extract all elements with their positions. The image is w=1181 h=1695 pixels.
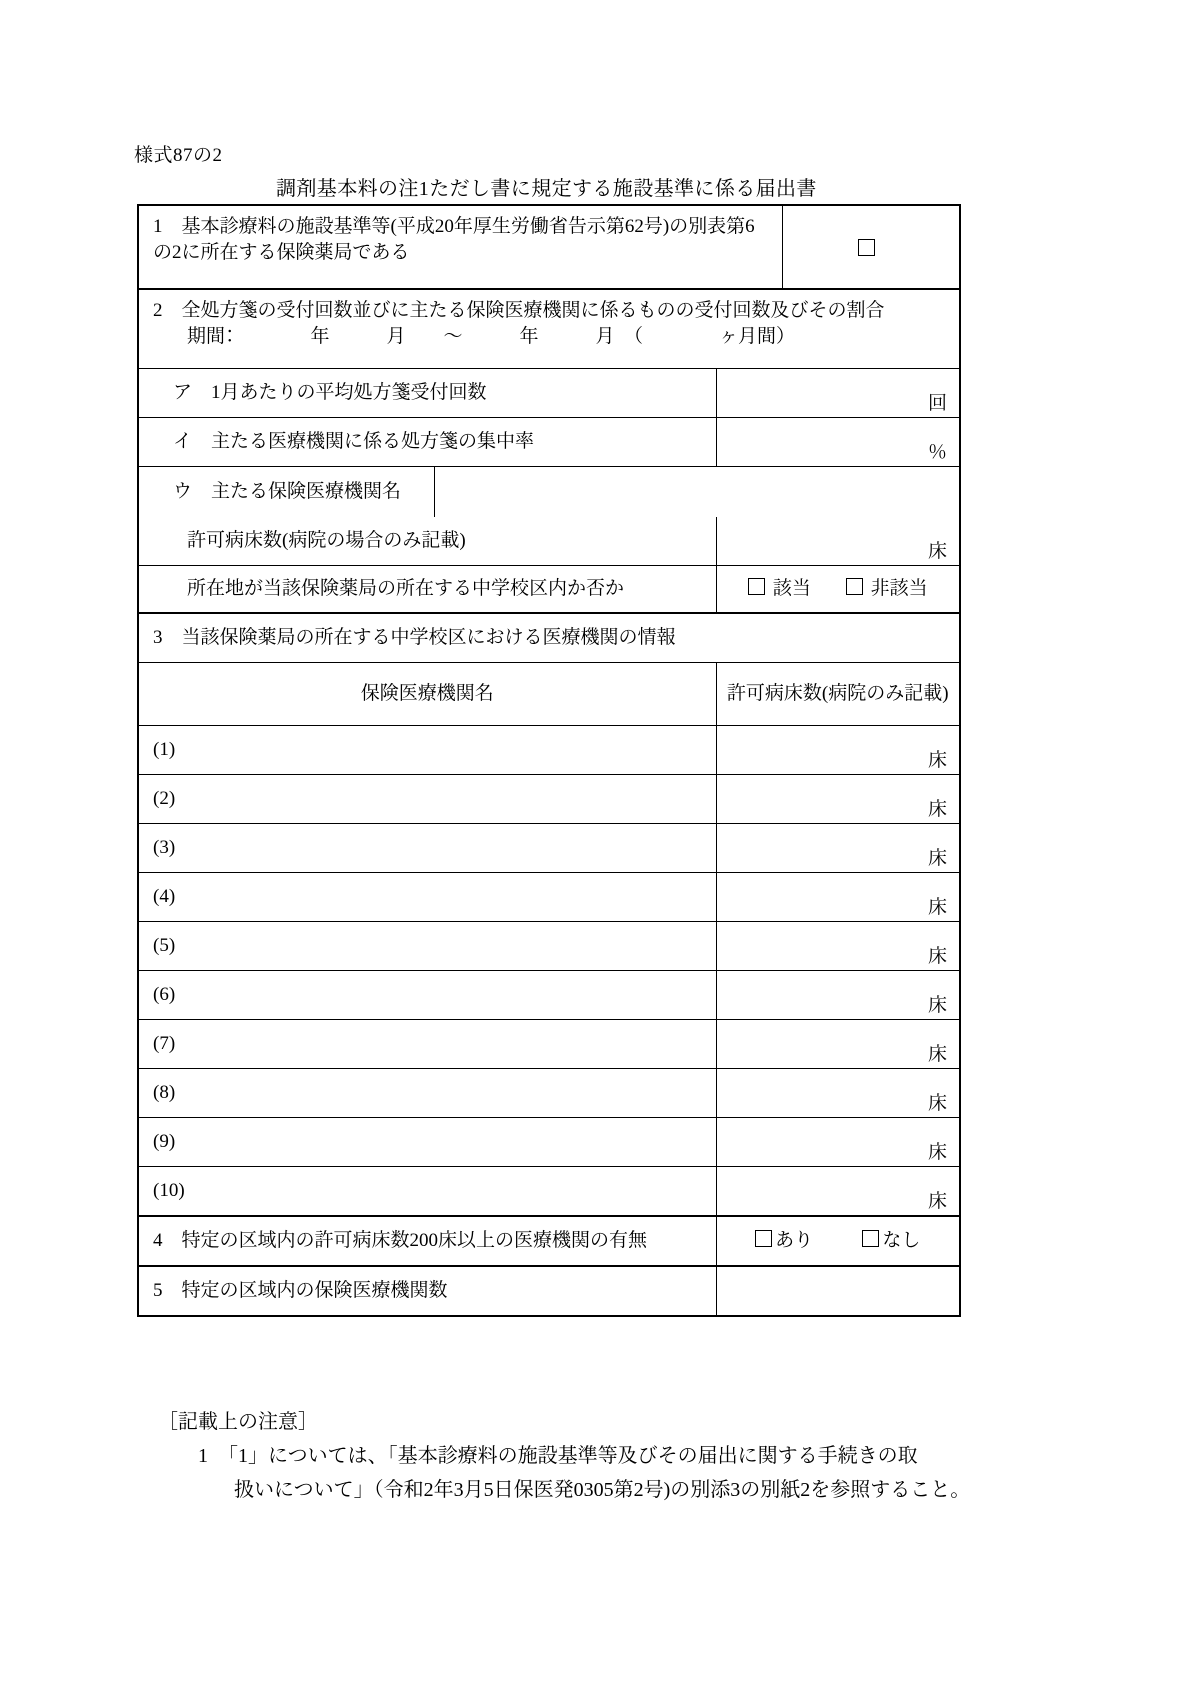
row-beds-unit: 床 (927, 1191, 947, 1212)
row-name-cell[interactable] (138, 775, 716, 824)
row-beds-cell[interactable] (716, 1118, 960, 1167)
row-beds-cell[interactable] (716, 1069, 960, 1118)
district-yes-label: 該当 (772, 578, 811, 600)
section1-line2: の2に所在する保険薬局である (153, 241, 410, 263)
section4-label: 4 特定の区域内の許可病床数200床以上の医療機関の有無 (153, 1230, 648, 1252)
section5-row (138, 1266, 960, 1316)
col-header-name: 保険医療機関名 (360, 682, 494, 704)
section2-header-cell (138, 289, 960, 369)
row-u-cell (138, 467, 960, 518)
row-i-unit: ％ (927, 442, 947, 463)
col-header-beds: 許可病床数(病院のみ記載) (726, 682, 949, 704)
section4-yes-checkbox[interactable] (755, 1230, 772, 1247)
table-row (138, 1020, 960, 1069)
row-name-cell[interactable] (138, 1167, 716, 1217)
row-beds-cell[interactable] (716, 1020, 960, 1069)
row-name-cell[interactable] (138, 1069, 716, 1118)
section4-no-label: なし (882, 1230, 921, 1252)
notes-heading: ［記載上の注意］ (158, 1411, 318, 1433)
section4-options-cell[interactable] (716, 1216, 960, 1266)
section1-checkbox-cell[interactable] (782, 205, 960, 289)
row-beds-unit: 床 (927, 995, 947, 1016)
row-number: (2) (153, 788, 176, 810)
row-name-cell[interactable] (138, 1118, 716, 1167)
section1-row (138, 205, 960, 289)
row-name-cell[interactable] (138, 873, 716, 922)
row-a-value-cell[interactable] (716, 369, 960, 418)
notes-item1-line2: 扱いについて」（令和2年3月5日保医発0305第2号)の別添3の別紙2を参照すること。 (234, 1479, 971, 1501)
district-label: 所在地が当該保険薬局の所在する中学校区内か否か (187, 578, 625, 600)
table-row (138, 726, 960, 775)
section5-label-cell (138, 1266, 716, 1316)
section5-value-cell[interactable] (716, 1266, 960, 1316)
district-option-no[interactable] (846, 576, 928, 602)
row-beds-cell[interactable] (716, 922, 960, 971)
section3-title-cell (138, 613, 960, 663)
row-beds-unit: 床 (927, 1044, 947, 1065)
beds-value-cell[interactable] (716, 517, 960, 566)
section4-row (138, 1216, 960, 1266)
row-number: (10) (153, 1180, 185, 1202)
row-beds-unit: 床 (927, 946, 947, 967)
section4-no-checkbox[interactable] (862, 1230, 879, 1247)
beds-label: 許可病床数(病院の場合のみ記載) (187, 530, 466, 552)
district-yes-checkbox[interactable] (748, 578, 765, 595)
district-options-cell[interactable] (716, 566, 960, 614)
district-option-yes[interactable] (748, 576, 811, 602)
form-table (137, 204, 961, 1317)
row-number: (8) (153, 1082, 176, 1104)
row-a-label-cell (138, 369, 716, 418)
notes-block (158, 1412, 970, 1514)
row-u-value (435, 467, 960, 517)
row-number: (7) (153, 1033, 176, 1055)
section1-text-cell (138, 205, 782, 289)
section4-yes-label: あり (775, 1230, 814, 1252)
section4-label-cell (138, 1216, 716, 1266)
row-number: (4) (153, 886, 176, 908)
row-u-label: ウ 主たる保険医療機関名 (173, 481, 402, 503)
table-row (138, 873, 960, 922)
table-row (138, 824, 960, 873)
row-u-value-cell[interactable] (434, 467, 959, 517)
row-beds-cell[interactable] (716, 873, 960, 922)
row-i-label-cell (138, 418, 716, 467)
row-beds-unit: 床 (927, 848, 947, 869)
form-number: 様式87の2 (134, 145, 223, 166)
col-header-beds-cell (716, 663, 960, 726)
district-label-cell (138, 566, 716, 614)
section1-line1: 1 基本診療料の施設基準等(平成20年厚生労働省告示第62号)の別表第6 (153, 216, 755, 237)
row-i-label: イ 主たる医療機関に係る処方箋の集中率 (173, 431, 535, 453)
row-beds-cell[interactable] (716, 726, 960, 775)
row-beds-unit: 床 (927, 799, 947, 820)
row-beds-cell[interactable] (716, 775, 960, 824)
row-name-cell[interactable] (138, 824, 716, 873)
row-number: (6) (153, 984, 176, 1006)
row-beds-unit: 床 (927, 897, 947, 918)
row-beds-unit: 床 (927, 750, 947, 771)
row-number: (9) (153, 1131, 176, 1153)
row-number: (1) (153, 739, 176, 761)
row-name-cell[interactable] (138, 922, 716, 971)
row-beds-cell[interactable] (716, 971, 960, 1020)
section4-option-yes[interactable] (755, 1228, 813, 1254)
section2-period-line: 期間： 年 月 ～ 年 月 （ ヶ月間） (187, 325, 796, 347)
row-beds-unit: 床 (927, 1093, 947, 1114)
row-a-label: ア 1月あたりの平均処方箋受付回数 (173, 382, 487, 404)
section5-value (717, 1267, 960, 1315)
row-beds-cell[interactable] (716, 1167, 960, 1217)
document-title: 調剤基本料の注1ただし書に規定する施設基準に係る届出書 (276, 178, 817, 200)
row-number: (3) (153, 837, 176, 859)
row-a-unit: 回 (927, 393, 947, 414)
row-name-cell[interactable] (138, 726, 716, 775)
beds-label-cell (138, 517, 716, 566)
section2-district-row (138, 566, 960, 614)
section3-header-row (138, 663, 960, 726)
section5-label: 5 特定の区域内の保険医療機関数 (153, 1280, 448, 1302)
row-i-value-cell[interactable] (716, 418, 960, 467)
section1-checkbox[interactable] (858, 239, 875, 256)
table-row (138, 775, 960, 824)
section2-row-i (138, 418, 960, 467)
notes-item1-line1: 1 「1」については、「基本診療料の施設基準等及びその届出に関する手続きの取 (198, 1445, 918, 1467)
table-row (138, 1069, 960, 1118)
section2-row-a (138, 369, 960, 418)
table-row (138, 922, 960, 971)
table-row (138, 1118, 960, 1167)
row-beds-unit: 床 (927, 1142, 947, 1163)
row-number: (5) (153, 935, 176, 957)
col-header-name-cell (138, 663, 716, 726)
row-u-label-cell (139, 467, 434, 517)
section2-beds-row (138, 517, 960, 566)
table-row (138, 971, 960, 1020)
table-row (138, 1167, 960, 1217)
section3-title: 3 当該保険薬局の所在する中学校区における医療機関の情報 (153, 627, 676, 649)
section2-line1: 2 全処方箋の受付回数並びに主たる保険医療機関に係るものの受付回数及びその割合 (153, 300, 885, 321)
row-name-cell[interactable] (138, 971, 716, 1020)
beds-unit: 床 (927, 541, 947, 562)
row-beds-cell[interactable] (716, 824, 960, 873)
section2-row-u (138, 467, 960, 518)
district-no-checkbox[interactable] (846, 578, 863, 595)
section2-header-row (138, 289, 960, 369)
district-no-label: 非該当 (870, 578, 928, 600)
row-name-cell[interactable] (138, 1020, 716, 1069)
section3-title-row (138, 613, 960, 663)
section4-option-no[interactable] (862, 1228, 920, 1254)
